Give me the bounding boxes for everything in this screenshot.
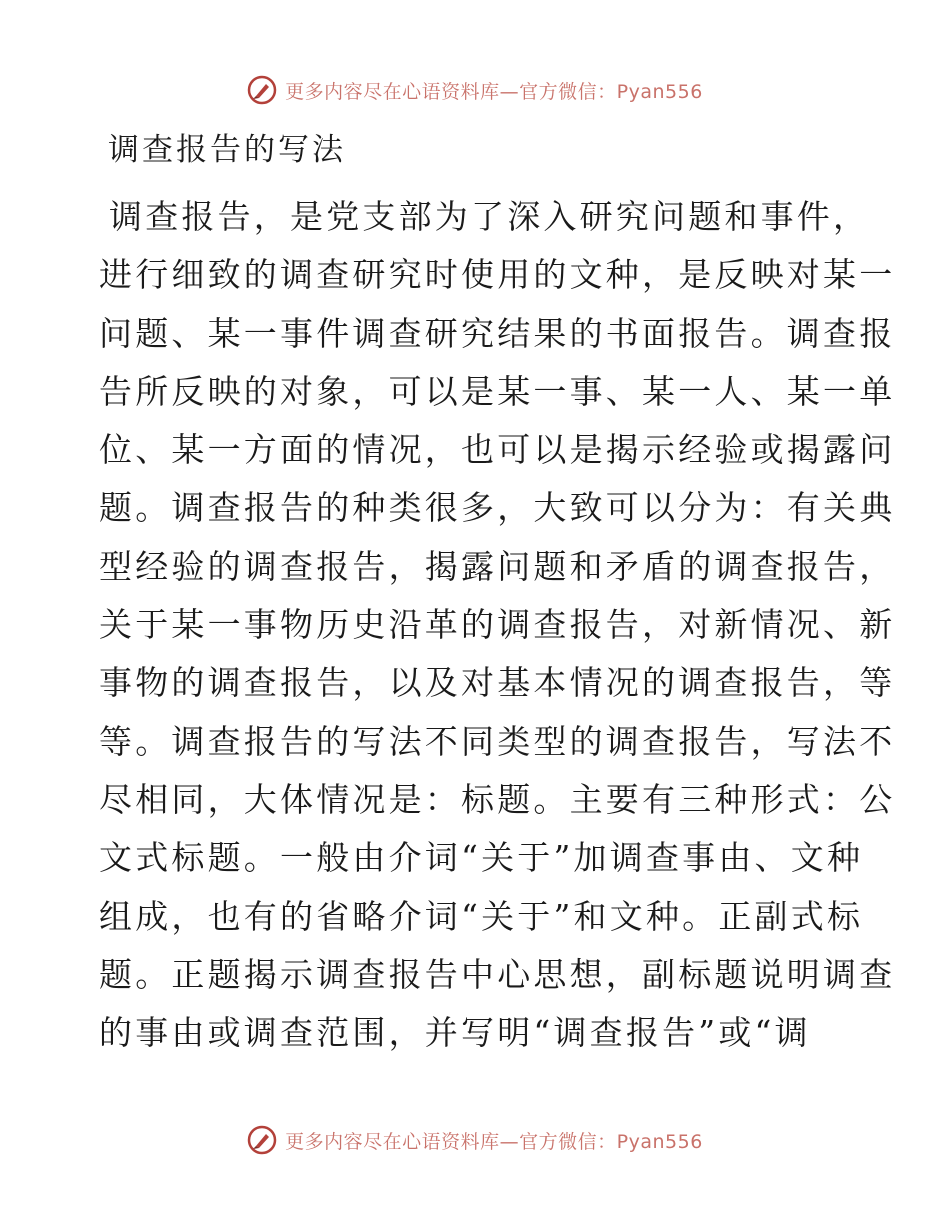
body-line: 组成，也有的省略介词“关于”和文种。正副式标 xyxy=(99,896,864,936)
body-line: 进行细致的调查研究时使用的文种，是反映对某一 xyxy=(99,255,896,295)
page-title: 调查报告的写法 xyxy=(108,132,346,168)
body-line: 题。正题揭示调查报告中心思想，副标题说明调查 xyxy=(99,954,896,994)
footer-watermark xyxy=(0,1122,950,1158)
body-line: 问题、某一事件调查研究结果的书面报告。调查报 xyxy=(99,313,896,353)
body-line: 等。调查报告的写法不同类型的调查报告，写法不 xyxy=(99,721,896,761)
pen-logo-icon xyxy=(247,75,277,105)
body-line: 关于某一事物历史沿革的调查报告，对新情况、新 xyxy=(99,605,896,645)
watermark-text: 更多内容尽在心语资料库—官方微信：Pyan556 xyxy=(285,1130,703,1153)
body-line: 尽相同，大体情况是：标题。主要有三种形式：公 xyxy=(99,779,896,819)
pen-logo-icon xyxy=(247,1125,277,1155)
body-line: 题。调查报告的种类很多，大致可以分为：有关典 xyxy=(99,488,896,528)
body-line: 型经验的调查报告，揭露问题和矛盾的调查报告， xyxy=(99,546,896,586)
body-text xyxy=(99,188,896,1062)
body-line: 告所反映的对象，可以是某一事、某一人、某一单 xyxy=(99,371,896,411)
body-line: 位、某一方面的情况，也可以是揭示经验或揭露问 xyxy=(99,430,896,470)
body-line: 文式标题。一般由介词“关于”加调查事由、文种 xyxy=(99,838,864,878)
body-line: 的事由或调查范围，并写明“调查报告”或“调 xyxy=(99,1013,811,1053)
body-line: 事物的调查报告，以及对基本情况的调查报告，等 xyxy=(99,663,896,703)
body-line: 调查报告，是党支部为了深入研究问题和事件， xyxy=(109,197,870,236)
watermark-text: 更多内容尽在心语资料库—官方微信：Pyan556 xyxy=(285,80,703,103)
header-watermark xyxy=(0,72,950,108)
